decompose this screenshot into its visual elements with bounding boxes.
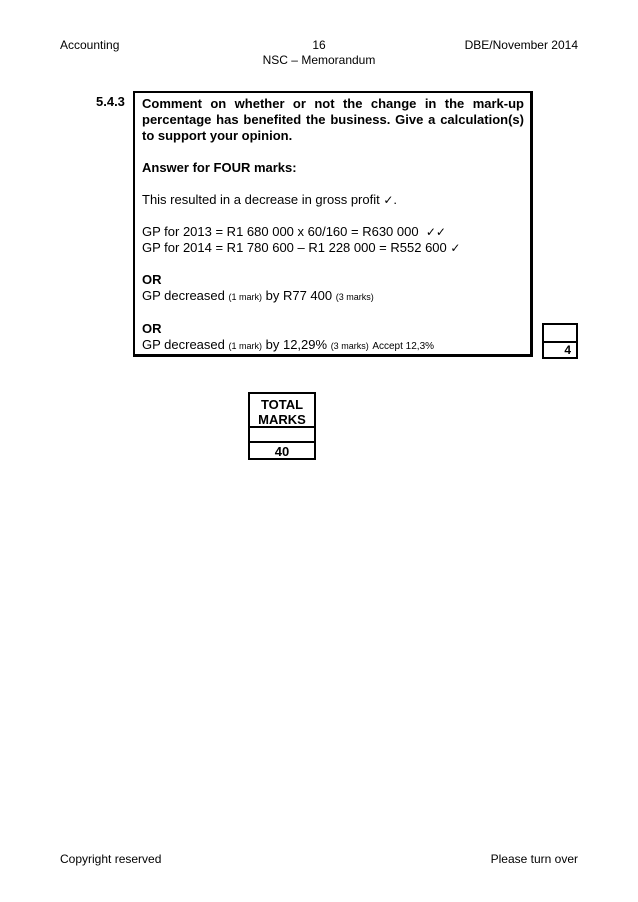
total-label-line1: TOTAL <box>260 397 304 412</box>
marks-value: 4 <box>564 343 571 357</box>
total-label-line2: MARKS <box>258 412 306 427</box>
total-marks-box <box>248 392 316 460</box>
check-mark-icon: ✓ <box>383 193 394 207</box>
total-label <box>250 394 314 427</box>
alt2-text: GP decreased <box>142 337 225 352</box>
gp-2014-line <box>142 240 530 256</box>
answer-heading: Answer for FOUR marks: <box>142 160 297 175</box>
answer-period: . <box>393 192 398 207</box>
check-mark-icon: ✓ <box>450 241 461 255</box>
alt2-marks: (3 marks) <box>330 341 369 351</box>
alt1-marks: (3 marks) <box>335 292 374 302</box>
alt1-text: GP decreased <box>142 288 225 303</box>
page-number: 16 <box>312 38 326 52</box>
alt2-mark: (1 mark) <box>228 341 262 351</box>
header-exam: DBE/November 2014 <box>464 38 578 52</box>
header-subtitle: NSC – Memorandum <box>262 53 376 67</box>
answer-text: This resulted in a decrease in gross profit <box>142 192 380 207</box>
gp-2014-text: GP for 2014 = R1 780 600 – R1 228 000 = R552 600 <box>142 240 447 255</box>
or-label-2: OR <box>142 321 162 336</box>
or-label-1: OR <box>142 272 162 287</box>
footer-copyright: Copyright reserved <box>60 852 162 866</box>
gp-2013-line <box>142 224 530 240</box>
total-value: 40 <box>274 444 290 459</box>
alt2-percent: by 12,29% <box>265 337 328 352</box>
marks-box <box>542 323 578 359</box>
answer-box <box>133 91 533 357</box>
question-number: 5.4.3 <box>96 94 125 109</box>
footer-turn-over: Please turn over <box>490 852 578 866</box>
alternative-1 <box>142 288 530 305</box>
question-prompt: Comment on whether or not the change in the mark-up percentage has benefited the business. Give a calculation(s) to support your opinion. <box>142 96 524 143</box>
alternative-2 <box>142 337 530 355</box>
alt1-mark: (1 mark) <box>228 292 262 302</box>
alt1-amount: by R77 400 <box>265 288 333 303</box>
header-subject: Accounting <box>60 38 120 52</box>
alt2-accept: Accept 12,3% <box>372 341 435 352</box>
double-check-mark-icon: ✓✓ <box>425 225 446 239</box>
answer-line <box>142 192 530 208</box>
gp-2013-text: GP for 2013 = R1 680 000 x 60/160 = R630 000 <box>142 224 419 239</box>
